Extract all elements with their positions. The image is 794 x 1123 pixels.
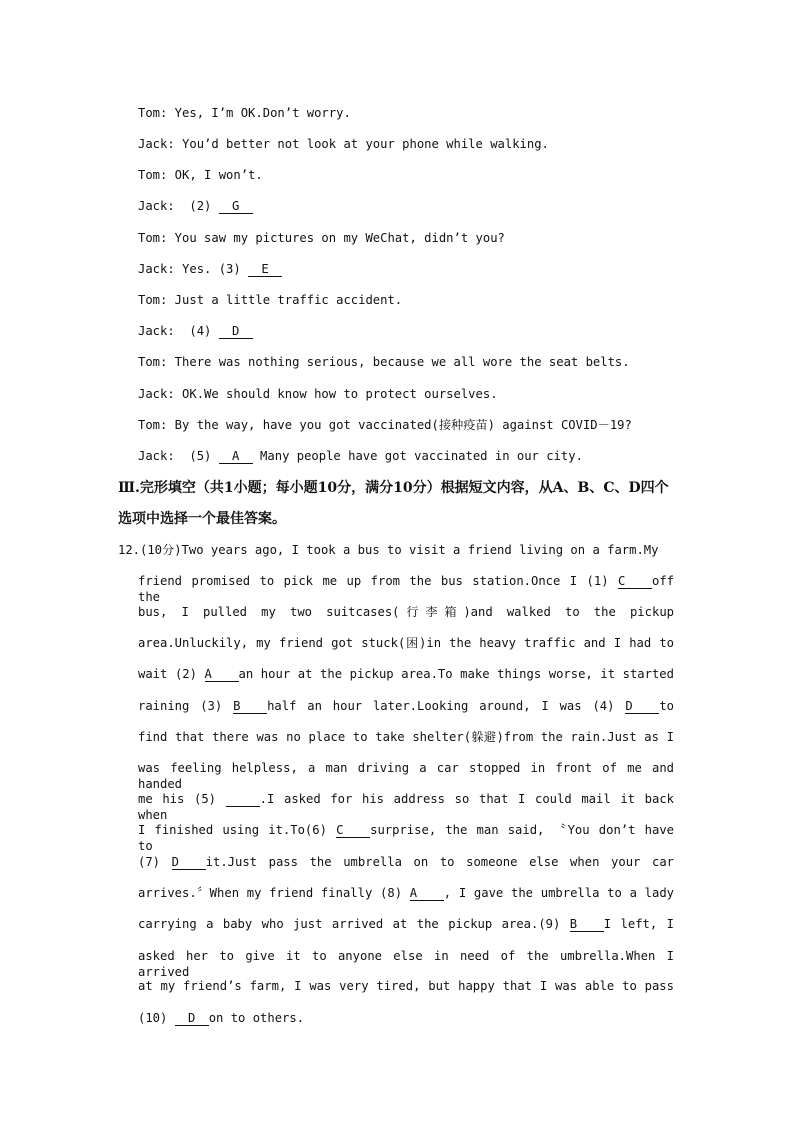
answer-blank: D — [625, 699, 659, 714]
dialogue-line: Tom: OK, I won’t. — [138, 168, 263, 182]
passage-text: was feeling helpless, a man driving a car stopped in front of me and handed — [138, 761, 674, 791]
answer-blank: D — [219, 324, 253, 339]
passage-text: (7) — [138, 855, 172, 869]
passage-text: wait (2) — [138, 667, 205, 681]
answer-blank: A — [410, 886, 444, 901]
passage-text: me his (5) — [138, 792, 226, 806]
passage-line — [138, 854, 674, 870]
passage-text: carrying a baby who just arrived at the pickup area.(9) — [138, 917, 570, 931]
answer-blank: A — [219, 449, 253, 464]
dialogue-text: Jack: (4) — [138, 324, 219, 338]
passage-line — [138, 666, 674, 682]
passage-text: asked her to give it to anyone else in need of the umbrella.When I arrived — [138, 949, 674, 979]
dialogue-line: Tom: There was nothing serious, because we all wore the seat belts. — [138, 355, 630, 369]
passage-text: at my friend’s farm, I was very tired, but happy that I was able to pass — [138, 979, 674, 993]
dialogue-line — [138, 261, 282, 277]
passage-text: I left, I — [603, 917, 674, 931]
passage-text: an hour at the pickup area.To make things worse, it started — [238, 667, 674, 681]
dialogue-line: Tom: Yes, I’m OK.Don’t worry. — [138, 106, 351, 120]
answer-blank: C — [618, 574, 652, 589]
passage-text: on to others. — [208, 1011, 305, 1025]
passage-text: , I gave the umbrella to a lady — [443, 886, 674, 900]
answer-blank: D — [172, 855, 206, 870]
dialogue-line: Tom: Just a little traffic accident. — [138, 293, 403, 307]
passage-text: off the — [138, 574, 674, 604]
answer-blank: D — [175, 1011, 209, 1026]
passage-line — [138, 604, 674, 620]
passage-line — [138, 635, 674, 651]
passage-text: arrives.〞When my friend finally (8) — [138, 886, 410, 900]
dialogue-text: Many people have got vaccinated in our city. — [252, 449, 583, 463]
answer-blank: B — [233, 699, 267, 714]
passage-text: bus, I pulled my two suitcases(行李箱)and walked to the pickup — [138, 605, 674, 619]
passage-text: area.Unluckily, my friend got stuck(困)in the heavy traffic and I had to — [138, 636, 674, 650]
dialogue-line: Tom: By the way, have you got vaccinated(接种疫苗) against COVID－19? — [138, 418, 632, 432]
passage-text: friend promised to pick me up from the bus station.Once I (1) — [138, 574, 618, 588]
passage-line — [138, 791, 674, 823]
dialogue-line — [138, 323, 253, 339]
passage-text: .I asked for his address so that I could mail it back when — [138, 792, 674, 822]
dialogue-text: Jack: (5) — [138, 449, 219, 463]
dialogue-line — [138, 448, 583, 464]
passage-text: I finished using it.To(6) — [138, 823, 337, 837]
passage-text: find that there was no place to take shelter(躲避)from the rain.Just as I — [138, 730, 674, 744]
dialogue-line: Tom: You saw my pictures on my WeChat, didn’t you? — [138, 231, 505, 245]
passage-line — [138, 1010, 674, 1026]
question-stem: 12.(10分)Two years ago, I took a bus to visit a friend living on a farm.My — [118, 543, 659, 557]
answer-blank: E — [248, 262, 282, 277]
passage-line — [138, 760, 674, 792]
section-heading: Ⅲ.完形填空（共1小题；每小题10分，满分10分）根据短文内容，从A、B、C、D四个 — [118, 480, 669, 496]
answer-blank: B — [570, 917, 604, 932]
answer-blank: C — [336, 823, 370, 838]
answer-blank: G — [219, 199, 253, 214]
section-heading-cont: 选项中选择一个最佳答案。 — [118, 511, 286, 527]
passage-text: to — [659, 699, 674, 713]
passage-line — [138, 729, 674, 745]
passage-line — [138, 916, 674, 932]
passage-line — [138, 885, 674, 901]
passage-text: surprise, the man said, 〝You don’t have to — [138, 823, 674, 853]
passage-line — [138, 948, 674, 980]
passage-text: raining (3) — [138, 699, 234, 713]
answer-blank — [226, 792, 260, 807]
passage-line — [138, 698, 674, 714]
passage-line — [138, 573, 674, 605]
dialogue-line: Jack: OK.We should know how to protect ourselves. — [138, 387, 498, 401]
passage-text: it.Just pass the umbrella on to someone else when your car — [205, 855, 674, 869]
answer-blank: A — [205, 667, 239, 682]
passage-line — [138, 978, 674, 994]
passage-line — [138, 822, 674, 854]
dialogue-line — [138, 198, 253, 214]
dialogue-text: Jack: Yes. (3) — [138, 262, 249, 276]
dialogue-text: Jack: (2) — [138, 199, 219, 213]
passage-text: half an hour later.Looking around, I was (4) — [267, 699, 626, 713]
dialogue-line: Jack: You’d better not look at your phone while walking. — [138, 137, 549, 151]
passage-text: (10) — [138, 1011, 175, 1025]
